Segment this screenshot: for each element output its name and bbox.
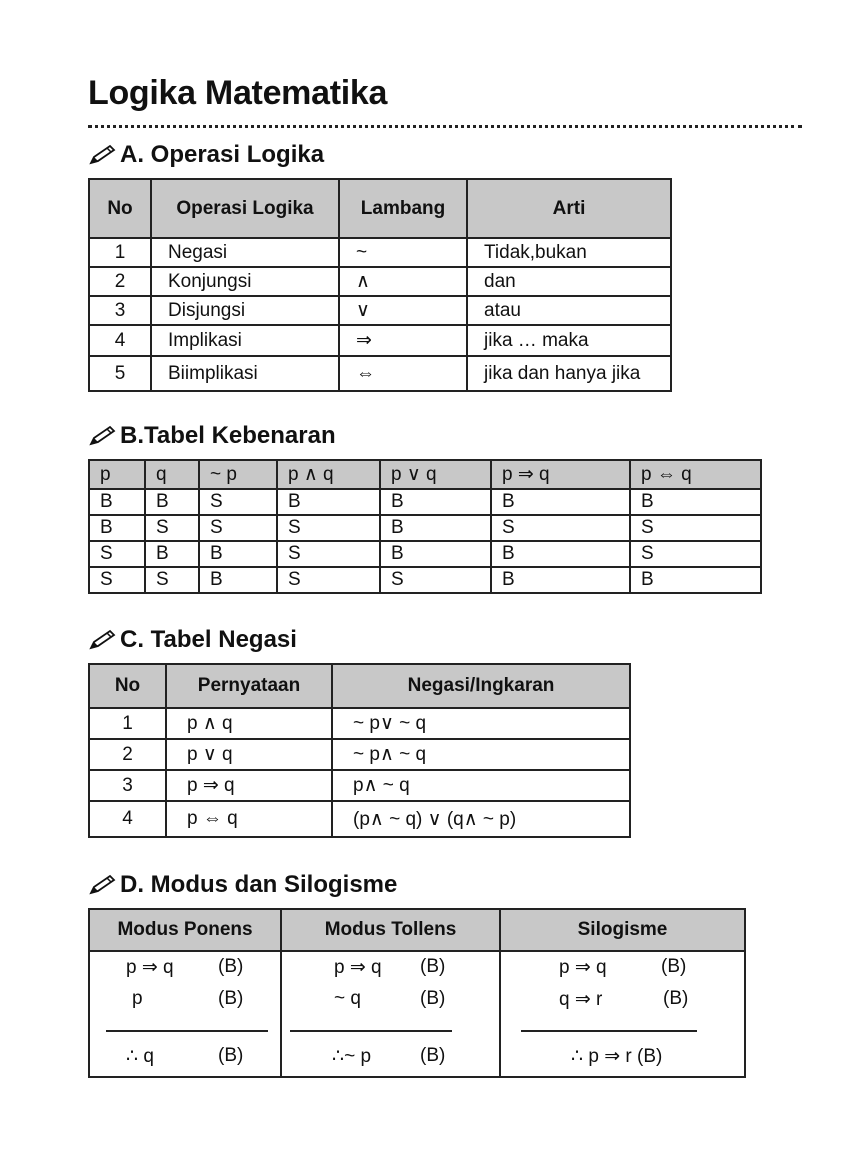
- premise-2: q ⇒ r: [559, 989, 603, 1010]
- cell: S: [491, 515, 630, 541]
- premise-1-value: (B): [420, 956, 446, 977]
- table-header-row: [89, 909, 745, 951]
- table-row: [89, 541, 761, 567]
- cell-arti: jika … maka: [467, 325, 671, 356]
- cell-no: 4: [89, 801, 166, 837]
- cell-no: 2: [89, 267, 151, 296]
- premise-2-value: (B): [218, 988, 244, 1009]
- premise-1: p ⇒ q: [334, 957, 382, 978]
- cell-operasi: Negasi: [151, 238, 339, 267]
- header-operasi: Operasi Logika: [151, 179, 339, 238]
- cell-negasi: ~ p∧ ~ q: [332, 739, 630, 770]
- cell-pernyataan: p ∧ q: [166, 708, 332, 739]
- cell-arti: jika dan hanya jika: [467, 356, 671, 391]
- cell: S: [145, 515, 199, 541]
- cell: S: [277, 567, 380, 593]
- cell-lambang: ∧: [339, 267, 467, 296]
- cell-pernyataan: p ⇒ q: [166, 770, 332, 801]
- cell: S: [630, 515, 761, 541]
- tabel-kebenaran: [88, 459, 762, 594]
- cell: S: [380, 567, 491, 593]
- table-header-row: [89, 179, 671, 238]
- cell: S: [277, 515, 380, 541]
- table-row: [89, 515, 761, 541]
- header-lambang: Lambang: [339, 179, 467, 238]
- cell: B: [89, 489, 145, 515]
- cell-no: 3: [89, 770, 166, 801]
- table-row: [89, 951, 745, 1077]
- section-b-heading: [88, 422, 336, 450]
- pencil-icon: [88, 874, 120, 896]
- header-iff: p ⇔ q: [630, 460, 761, 489]
- cell: B: [277, 489, 380, 515]
- cell: B: [199, 541, 277, 567]
- operasi-logika-table: [88, 178, 672, 392]
- cell-lambang: ⇒: [339, 325, 467, 356]
- premise-2-value: (B): [663, 988, 689, 1009]
- header-negasi: Negasi/Ingkaran: [332, 664, 630, 708]
- section-c-heading: [88, 626, 297, 654]
- section-d-title: D. Modus dan Silogisme: [120, 871, 398, 898]
- cell-no: 3: [89, 296, 151, 325]
- cell: B: [145, 541, 199, 567]
- header-p: p: [89, 460, 145, 489]
- section-c-title: C. Tabel Negasi: [120, 626, 297, 653]
- premise-2-value: (B): [420, 988, 446, 1009]
- header-modus-tollens: Modus Tollens: [281, 909, 500, 951]
- cell: S: [89, 541, 145, 567]
- premise-1-value: (B): [661, 956, 687, 977]
- cell: B: [380, 489, 491, 515]
- conclusion: ∴ p ⇒ r (B): [571, 1046, 663, 1067]
- table-row: [89, 801, 630, 837]
- table-row: [89, 296, 671, 325]
- cell: S: [199, 489, 277, 515]
- cell: B: [630, 567, 761, 593]
- conclusion: ∴ q: [126, 1046, 154, 1067]
- premise-1: p ⇒ q: [559, 957, 607, 978]
- conclusion-value: (B): [420, 1045, 446, 1066]
- pencil-icon: [88, 425, 120, 447]
- header-implies: p ⇒ q: [491, 460, 630, 489]
- table-header-row: [89, 460, 761, 489]
- header-pernyataan: Pernyataan: [166, 664, 332, 708]
- cell-lambang: ∨: [339, 296, 467, 325]
- cell-negasi: ~ p∨ ~ q: [332, 708, 630, 739]
- header-not-p: ~ p: [199, 460, 277, 489]
- table-row: [89, 708, 630, 739]
- cell: B: [89, 515, 145, 541]
- section-d-heading: [88, 871, 397, 899]
- title-divider: [88, 125, 802, 128]
- modus-tollens-cell: [281, 951, 500, 1077]
- table-row: [89, 238, 671, 267]
- header-modus-ponens: Modus Ponens: [89, 909, 281, 951]
- tabel-negasi: [88, 663, 631, 838]
- cell-operasi: Disjungsi: [151, 296, 339, 325]
- cell-operasi: Konjungsi: [151, 267, 339, 296]
- cell: S: [277, 541, 380, 567]
- cell: B: [491, 489, 630, 515]
- table-row: [89, 567, 761, 593]
- cell-no: 1: [89, 708, 166, 739]
- cell: B: [380, 541, 491, 567]
- header-arti: Arti: [467, 179, 671, 238]
- conclusion: ∴~ p: [332, 1046, 372, 1067]
- cell: S: [630, 541, 761, 567]
- cell-lambang: ⇔: [339, 356, 467, 391]
- cell-no: 4: [89, 325, 151, 356]
- cell-arti: dan: [467, 267, 671, 296]
- cell: B: [199, 567, 277, 593]
- cell: S: [89, 567, 145, 593]
- section-a-title: A. Operasi Logika: [120, 141, 325, 168]
- cell-lambang: ~: [339, 238, 467, 267]
- table-row: [89, 325, 671, 356]
- table-row: [89, 267, 671, 296]
- cell-operasi: Implikasi: [151, 325, 339, 356]
- cell: S: [199, 515, 277, 541]
- header-no: No: [89, 179, 151, 238]
- header-no: No: [89, 664, 166, 708]
- header-q: q: [145, 460, 199, 489]
- cell-negasi: (p∧ ~ q) ∨ (q∧ ~ p): [332, 801, 630, 837]
- cell-pernyataan: p ⇔ q: [166, 801, 332, 837]
- cell: B: [491, 567, 630, 593]
- pencil-icon: [88, 144, 120, 166]
- cell-no: 5: [89, 356, 151, 391]
- cell-pernyataan: p ∨ q: [166, 739, 332, 770]
- tabel-modus: [88, 908, 746, 1078]
- cell-negasi: p∧ ~ q: [332, 770, 630, 801]
- header-silogisme: Silogisme: [500, 909, 745, 951]
- cell-operasi: Biimplikasi: [151, 356, 339, 391]
- header-or: p ∨ q: [380, 460, 491, 489]
- cell-no: 1: [89, 238, 151, 267]
- table-row: [89, 489, 761, 515]
- cell: B: [145, 489, 199, 515]
- premise-1: p ⇒ q: [126, 957, 174, 978]
- section-b-title: B.Tabel Kebenaran: [120, 422, 336, 449]
- cell: B: [630, 489, 761, 515]
- header-and: p ∧ q: [277, 460, 380, 489]
- modus-ponens-cell: [89, 951, 281, 1077]
- table-row: [89, 356, 671, 391]
- silogisme-cell: [500, 951, 745, 1077]
- cell: B: [380, 515, 491, 541]
- cell: S: [145, 567, 199, 593]
- conclusion-rule: [521, 1030, 697, 1032]
- conclusion-value: (B): [218, 1045, 244, 1066]
- premise-1-value: (B): [218, 956, 244, 977]
- cell-arti: Tidak,bukan: [467, 238, 671, 267]
- pencil-icon: [88, 629, 120, 651]
- page-title: Logika Matematika: [88, 74, 388, 112]
- table-row: [89, 739, 630, 770]
- cell: B: [491, 541, 630, 567]
- cell-arti: atau: [467, 296, 671, 325]
- cell-no: 2: [89, 739, 166, 770]
- premise-2: ~ q: [334, 988, 361, 1009]
- table-header-row: [89, 664, 630, 708]
- conclusion-rule: [106, 1030, 268, 1032]
- table-row: [89, 770, 630, 801]
- section-a-heading: [88, 141, 324, 169]
- conclusion-rule: [290, 1030, 452, 1032]
- premise-2: p: [132, 988, 143, 1009]
